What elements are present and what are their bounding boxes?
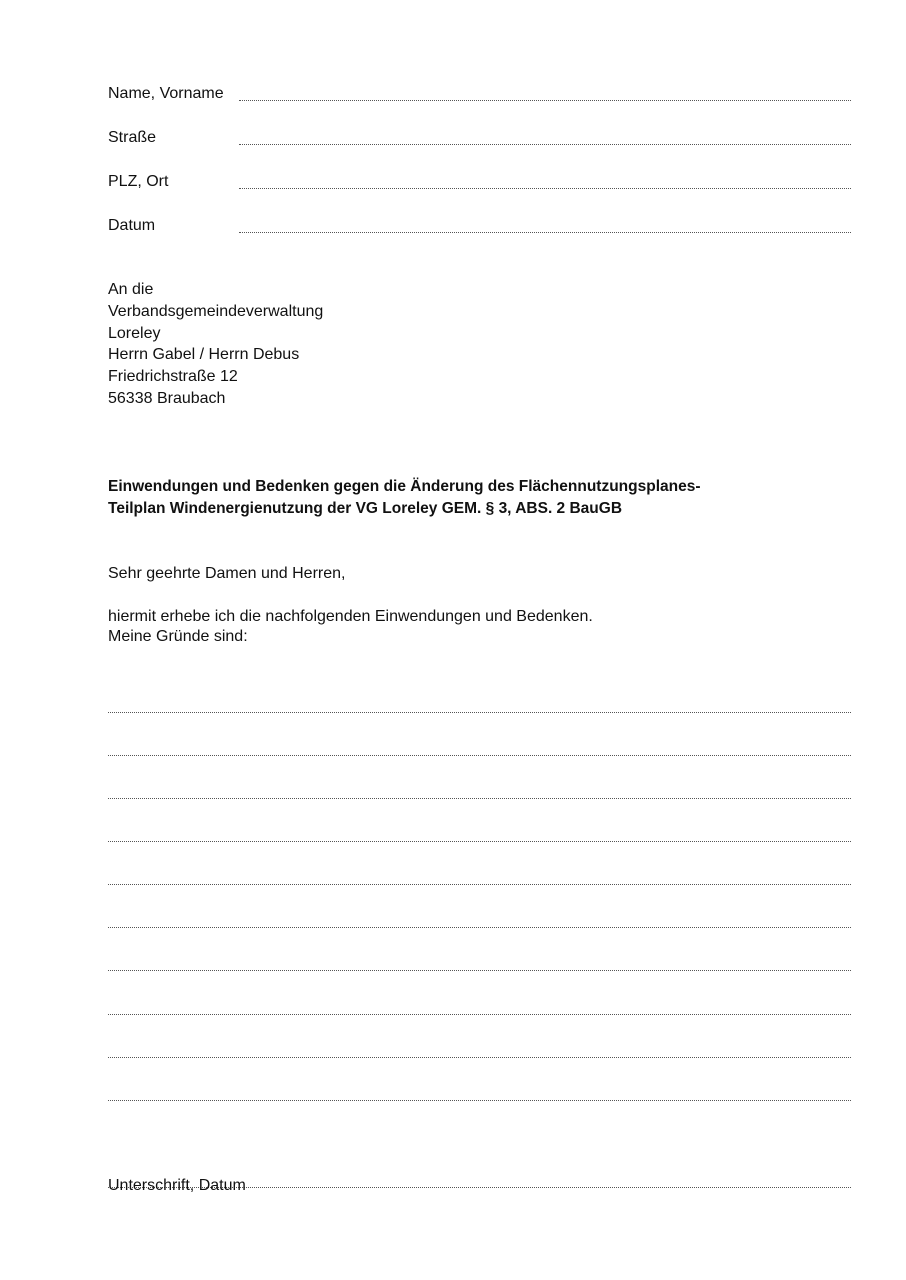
street-field[interactable] xyxy=(108,124,851,148)
reason-line[interactable] xyxy=(108,841,851,842)
date-label: Datum xyxy=(108,217,156,234)
recipient-line: Friedrichstraße 12 xyxy=(108,368,238,386)
postcode-city-line[interactable] xyxy=(239,188,851,189)
date-line[interactable] xyxy=(239,232,851,233)
recipient-address xyxy=(108,279,323,410)
date-field[interactable] xyxy=(108,212,851,236)
recipient-line: An die xyxy=(108,281,154,298)
reason-line[interactable] xyxy=(108,927,851,928)
reason-line[interactable] xyxy=(108,1100,851,1101)
name-label: Name, Vorname xyxy=(108,85,224,102)
reason-line[interactable] xyxy=(108,1057,851,1058)
recipient-line: 56338 Braubach xyxy=(108,389,226,407)
recipient-line: Verbandsgemeindeverwaltung xyxy=(108,302,324,320)
postcode-city-label: PLZ, Ort xyxy=(108,173,169,190)
signature-label: Unterschrift, Datum xyxy=(108,1177,246,1194)
reason-line[interactable] xyxy=(108,1014,851,1015)
body-line-1: hiermit erhebe ich die nachfolgenden Einwendungen und Bedenken. xyxy=(108,608,593,625)
postcode-city-field[interactable] xyxy=(108,168,851,192)
reason-line[interactable] xyxy=(108,884,851,885)
name-line[interactable] xyxy=(239,100,851,101)
subject-line-2: Teilplan Windenergienutzung der VG Loreley GEM. § 3, ABS. 2 BauGB xyxy=(108,499,623,517)
reason-line[interactable] xyxy=(108,712,851,713)
body-text xyxy=(108,607,593,647)
name-field[interactable] xyxy=(108,80,851,104)
street-line[interactable] xyxy=(239,144,851,145)
recipient-line: Loreley xyxy=(108,324,161,342)
subject-heading xyxy=(108,476,868,519)
salutation: Sehr geehrte Damen und Herren, xyxy=(108,565,346,582)
reason-line[interactable] xyxy=(108,970,851,971)
recipient-line: Herrn Gabel / Herrn Debus xyxy=(108,346,300,364)
signature-field[interactable] xyxy=(108,1176,851,1200)
reason-line[interactable] xyxy=(108,798,851,799)
reason-line[interactable] xyxy=(108,755,851,756)
street-label: Straße xyxy=(108,129,157,146)
subject-line-1: Einwendungen und Bedenken gegen die Änderung des Flächennutzungsplanes- xyxy=(108,478,701,495)
body-line-2: Meine Gründe sind: xyxy=(108,628,248,645)
